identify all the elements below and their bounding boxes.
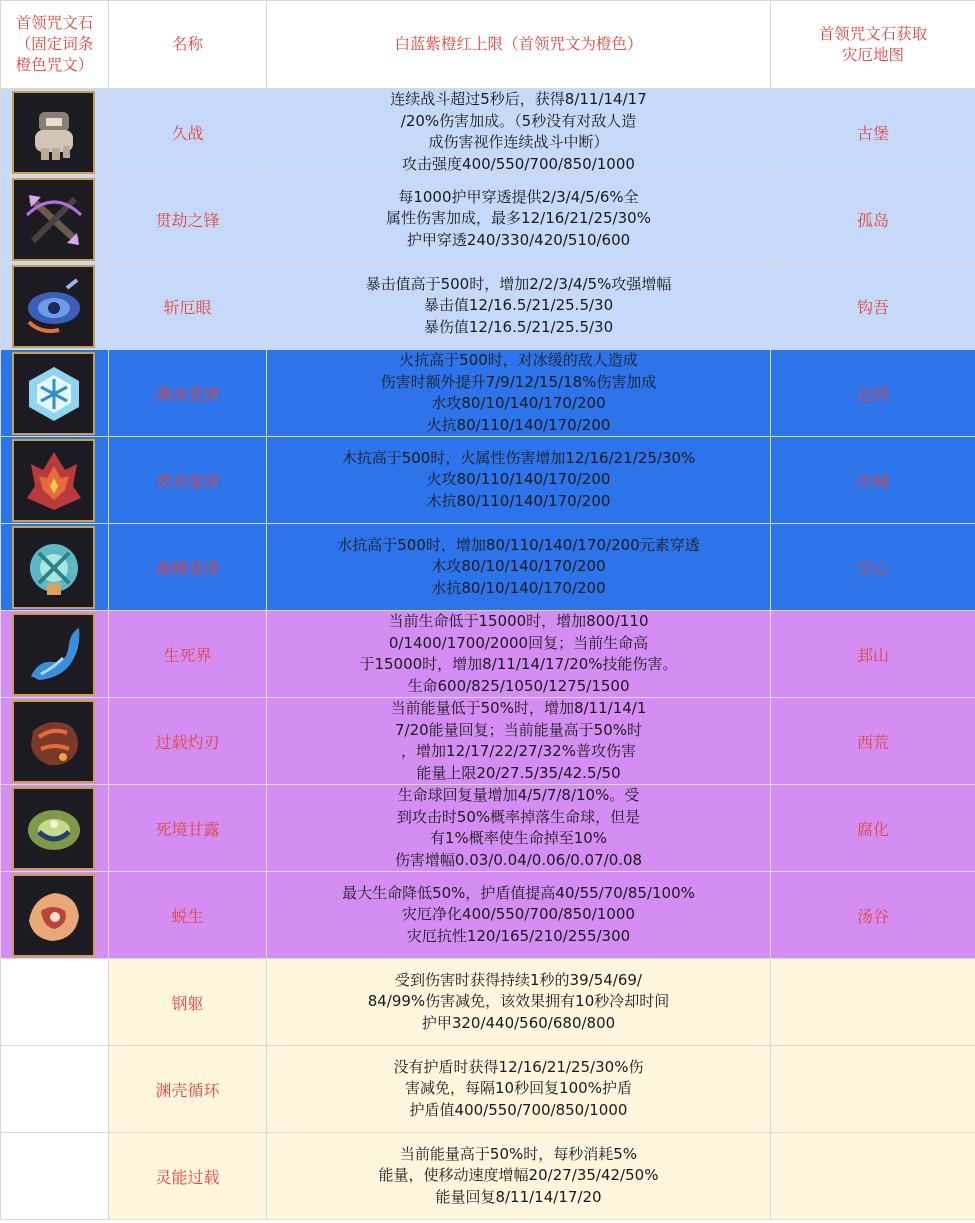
desc-line: 护甲穿透240/330/420/510/600 bbox=[406, 230, 631, 249]
rune-name: 久战 bbox=[109, 89, 267, 176]
rune-name: 焚炎覚律 bbox=[109, 437, 267, 524]
rune-map: 西荒 bbox=[771, 698, 975, 785]
desc-line: 暴伤值12/16.5/21/25.5/30 bbox=[423, 317, 614, 336]
rune-description bbox=[267, 350, 771, 437]
desc-line: 每1000护甲穿透提供2/3/4/5/6%全 bbox=[398, 187, 639, 206]
desc-line: 火抗80/110/140/170/200 bbox=[426, 415, 611, 434]
icon-cell bbox=[1, 524, 109, 611]
table-row bbox=[1, 350, 975, 437]
rune-name: 灵能过载 bbox=[109, 1133, 267, 1220]
desc-line: 当前能量高于50%时，每秒消耗5% bbox=[399, 1144, 638, 1163]
icon-cell bbox=[1, 698, 109, 785]
desc-line: 伤害增幅0.03/0.04/0.06/0.07/0.08 bbox=[394, 850, 643, 869]
table-row bbox=[1, 437, 975, 524]
claw-icon bbox=[12, 700, 95, 783]
desc-line: 84/99%伤害减免，该效果拥有10秒冷却时间 bbox=[367, 992, 670, 1011]
desc-line: 伤害时额外提升7/9/12/15/18%伤害加成 bbox=[380, 372, 657, 391]
rune-name: 过载灼刃 bbox=[109, 698, 267, 785]
flame-crest-icon bbox=[12, 439, 95, 522]
desc-line: 到攻击时50%概率掉落生命球，但是 bbox=[396, 807, 641, 826]
rune-description bbox=[267, 1046, 771, 1133]
table-row bbox=[1, 698, 975, 785]
desc-line: 没有护盾时获得12/16/21/25/30%伤 bbox=[393, 1057, 644, 1076]
rune-description bbox=[267, 1133, 771, 1220]
desc-line: ，增加12/17/22/27/32%普攻伤害 bbox=[401, 742, 636, 760]
rune-description bbox=[267, 524, 771, 611]
icon-cell bbox=[1, 176, 109, 263]
rune-map bbox=[771, 1046, 975, 1133]
rune-description bbox=[267, 611, 771, 698]
desc-line: 最大生命降低50%，护盾值提高40/55/70/85/100% bbox=[342, 883, 695, 902]
shell-icon bbox=[12, 787, 95, 870]
wave-blade-icon bbox=[12, 613, 95, 696]
desc-line: 攻击强度400/550/700/850/1000 bbox=[402, 154, 635, 173]
rune-name: 渊冰覚律 bbox=[109, 350, 267, 437]
rune-map: 孤岛 bbox=[771, 176, 975, 263]
rune-description bbox=[267, 872, 771, 959]
rune-name: 渊壳循环 bbox=[109, 1046, 267, 1133]
icon-cell bbox=[1, 1133, 109, 1220]
desc-line: 属性伤害加成，最多12/16/21/25/30% bbox=[386, 209, 651, 228]
rune-map: 空心 bbox=[771, 524, 975, 611]
desc-line: 火抗高于500时，对冰缓的敌人造成 bbox=[399, 351, 638, 369]
desc-line: 水抗高于500时，增加80/110/140/170/200元素穿透 bbox=[337, 535, 700, 554]
desc-line: 能量，使移动速度增幅20/27/35/42/50% bbox=[378, 1166, 659, 1185]
gauntlet-icon bbox=[12, 91, 95, 174]
rune-name: 森棘覚律 bbox=[109, 524, 267, 611]
rune-name: 死境甘露 bbox=[109, 785, 267, 872]
desc-line: 能量回复8/11/14/17/20 bbox=[435, 1187, 602, 1206]
rune-map bbox=[771, 1133, 975, 1220]
desc-line: 护甲320/440/560/680/800 bbox=[421, 1013, 616, 1032]
table-row bbox=[1, 263, 975, 350]
rune-name: 斩厄眼 bbox=[109, 263, 267, 350]
desc-line: 于15000时，增加8/11/14/17/20%技能伤害。 bbox=[359, 655, 678, 673]
icon-cell bbox=[1, 611, 109, 698]
rune-name: 生死界 bbox=[109, 611, 267, 698]
rune-name: 蜕生 bbox=[109, 872, 267, 959]
rune-description bbox=[267, 437, 771, 524]
rune-description bbox=[267, 176, 771, 263]
rune-map: 古堡 bbox=[771, 89, 975, 176]
rune-description bbox=[267, 785, 771, 872]
desc-line: 木抗高于500时，火属性伤害增加12/16/21/25/30% bbox=[341, 448, 696, 467]
rune-map: 沙城 bbox=[771, 437, 975, 524]
desc-line: 木抗80/110/140/170/200 bbox=[426, 491, 611, 510]
icon-cell bbox=[1, 89, 109, 176]
desc-line: 成伤害视作连续战斗中断） bbox=[428, 133, 609, 151]
table-row bbox=[1, 785, 975, 872]
header-icon-column bbox=[1, 1, 109, 89]
table-row bbox=[1, 89, 975, 176]
header-icon-line: （固定词条 bbox=[15, 35, 94, 53]
header-icon-line: 橙色咒文） bbox=[15, 56, 94, 74]
desc-line: 护盾值400/550/700/850/1000 bbox=[409, 1100, 628, 1119]
desc-line: 水攻80/10/140/170/200 bbox=[431, 394, 606, 412]
table-row bbox=[1, 524, 975, 611]
cocoon-icon bbox=[12, 874, 95, 957]
desc-line: 灾厄抗性120/165/210/255/300 bbox=[406, 926, 631, 945]
rune-description bbox=[267, 263, 771, 350]
icon-cell bbox=[1, 263, 109, 350]
desc-line: 能量上限20/27.5/35/42.5/50 bbox=[416, 763, 621, 782]
icon-cell bbox=[1, 1046, 109, 1133]
rune-map: 腐化 bbox=[771, 785, 975, 872]
header-map-column bbox=[771, 1, 975, 89]
desc-line: /20%伤害加成。（5秒没有对敌人造 bbox=[400, 111, 637, 130]
desc-line: 水抗80/10/140/170/200 bbox=[431, 578, 606, 597]
icon-cell bbox=[1, 350, 109, 437]
desc-line: 当前能量低于50%时，增加8/11/14/1 bbox=[390, 699, 647, 717]
forest-crest-icon bbox=[12, 526, 95, 609]
header-desc-column: 白蓝紫橙红上限（首领咒文为橙色） bbox=[267, 1, 771, 89]
desc-line: 有1%概率使生命掉至10% bbox=[429, 829, 608, 847]
header-name-column: 名称 bbox=[109, 1, 267, 89]
eye-icon bbox=[12, 265, 95, 348]
desc-line: 连续战斗超过5秒后，获得8/11/14/17 bbox=[390, 90, 647, 108]
desc-line: 生命球回复量增加4/5/7/8/10%。受 bbox=[397, 786, 640, 804]
rune-name: 钢躯 bbox=[109, 959, 267, 1046]
header-map-line: 灾厄地图 bbox=[841, 45, 904, 64]
rune-map: 汤谷 bbox=[771, 872, 975, 959]
desc-line: 灾厄净化400/550/700/850/1000 bbox=[402, 905, 635, 924]
header-row bbox=[1, 1, 975, 89]
icon-cell bbox=[1, 872, 109, 959]
desc-line: 害减免，每隔10秒回复100%护盾 bbox=[405, 1079, 632, 1098]
header-map-line: 首领咒文石获取 bbox=[818, 24, 928, 43]
rune-name: 贯劫之锋 bbox=[109, 176, 267, 263]
table-row bbox=[1, 959, 975, 1046]
table-row bbox=[1, 1133, 975, 1220]
rune-description bbox=[267, 89, 771, 176]
desc-line: 当前生命低于15000时，增加800/110 bbox=[388, 612, 649, 630]
crossbow-icon bbox=[12, 178, 95, 261]
rune-description bbox=[267, 959, 771, 1046]
ice-crest-icon bbox=[12, 352, 95, 435]
desc-line: 受到伤害时获得持续1秒的39/54/69/ bbox=[395, 970, 642, 989]
desc-line: 木攻80/10/140/170/200 bbox=[431, 557, 606, 576]
desc-line: 生命600/825/1050/1275/1500 bbox=[407, 676, 630, 695]
rune-map: 边菏 bbox=[771, 350, 975, 437]
table-row bbox=[1, 611, 975, 698]
rune-description bbox=[267, 698, 771, 785]
desc-line: 火攻80/110/140/170/200 bbox=[426, 470, 611, 489]
header-icon-line: 首领咒文石 bbox=[15, 14, 94, 32]
desc-line: 7/20能量回复；当前能量高于50%时 bbox=[394, 720, 643, 739]
rune-map bbox=[771, 959, 975, 1046]
icon-cell bbox=[1, 785, 109, 872]
table-row bbox=[1, 872, 975, 959]
desc-line: 暴击值12/16.5/21/25.5/30 bbox=[423, 296, 614, 315]
desc-line: 0/1400/1700/2000回复；当前生命高 bbox=[388, 633, 649, 652]
desc-line: 暴击值高于500时，增加2/2/3/4/5%攻强增幅 bbox=[365, 274, 672, 293]
rune-map: 钩吾 bbox=[771, 263, 975, 350]
table-row bbox=[1, 176, 975, 263]
table-row bbox=[1, 1046, 975, 1133]
rune-map: 邽山 bbox=[771, 611, 975, 698]
icon-cell bbox=[1, 437, 109, 524]
icon-cell bbox=[1, 959, 109, 1046]
